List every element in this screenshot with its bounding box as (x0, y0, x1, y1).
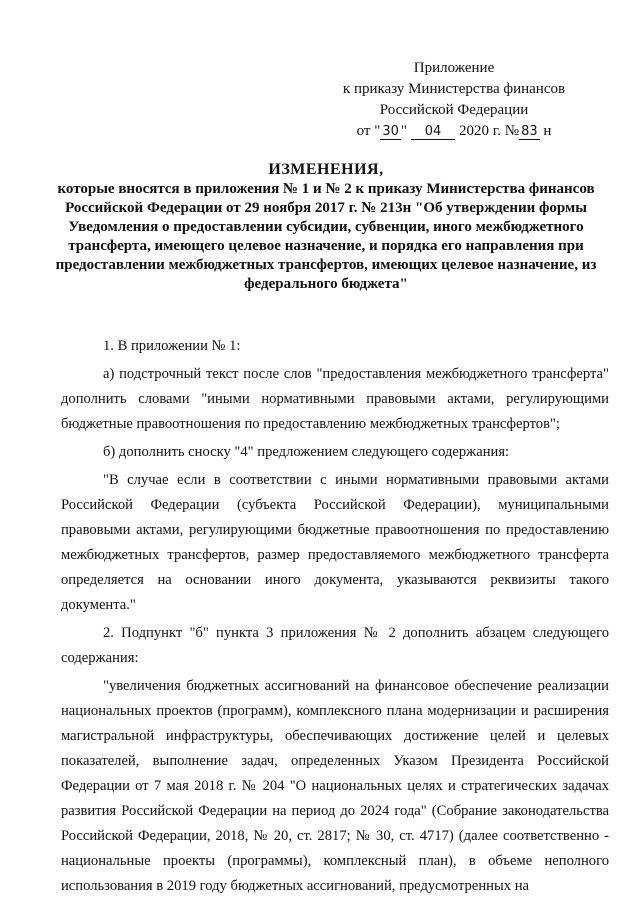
date-prefix: от " (356, 123, 381, 139)
paragraph-5: 2. Подпункт "б" пункта 3 приложения № 2 дополнить абзацем следующего содержания: (61, 625, 609, 666)
date-day: 30 (382, 124, 399, 139)
paragraph-1: 1. В приложении № 1: (103, 338, 241, 354)
appendix-date-number (330, 121, 578, 142)
paragraph-6: "увеличения бюджетных ассигнований на финансовое обеспечение реализации национальных проектов (программ), комплексного плана модернизации и расширения магистральной инфраструктуры, обеспечивающих достижение целей и целевых показателей, выполнение задач, определенных Указом Президента Российской Федерации от 7 мая 2018 г. № 204 "О национальных целях и стратегических задачах развития Российской Федерации на период до 2024 года" (Собрание законодательства Российской Федерации, 2018, № 20, ст. 2817; № 30, ст. 4717) (далее соответственно - национальные проекты (программы), комплексный план), в объеме неполного использования в 2019 году бюджетных ассигнований, предусмотренных на (61, 678, 609, 894)
date-month: 04 (411, 124, 456, 140)
paragraph-2: а) подстрочный текст после слов "предоставления межбюджетного трансферта" дополнить словами "иными нормативными правовыми актами, регулирующими бюджетные правоотношения по предоставлению межбюджетных трансфертов"; (61, 366, 609, 432)
appendix-title: Приложение (413, 60, 495, 76)
document-heading (52, 160, 600, 294)
document-body (61, 334, 609, 899)
appendix-block (330, 58, 578, 142)
appendix-federation: Российской Федерации (379, 102, 529, 118)
heading-title: ИЗМЕНЕНИЯ, (268, 161, 384, 178)
paragraph-3: б) дополнить сноску "4" предложением следующего содержания: (103, 444, 510, 460)
order-suffix: н (543, 123, 552, 139)
date-quote: " (400, 123, 407, 139)
appendix-order-ref: к приказу Министерства финансов (342, 81, 566, 97)
date-year: 2020 г. № (459, 123, 520, 139)
paragraph-4: "В случае если в соответствии с иными нормативными правовыми актами Российской Федерации (субъекта Российской Федерации), муниципальными правовыми актами, регулирующими бюджетные правоотношения по предоставлению межбюджетных трансфертов, размер предоставляемого межбюджетного трансферта определяется на основании иного документа, указываются реквизиты такого документа." (61, 472, 609, 613)
heading-subtitle: которые вносятся в приложения № 1 и № 2 к приказу Министерства финансов Российской Федерации от 29 ноября 2017 г. № 213н "Об утверждении формы Уведомления о предоставлении субсидии, субвенции, иного межбюджетного трансферта, имеющего целевое назначение, и порядка его направления при предоставлении межбюджетных трансфертов, имеющих целевое назначение, из федерального бюджета" (55, 181, 597, 292)
order-number: 83 (521, 124, 538, 139)
